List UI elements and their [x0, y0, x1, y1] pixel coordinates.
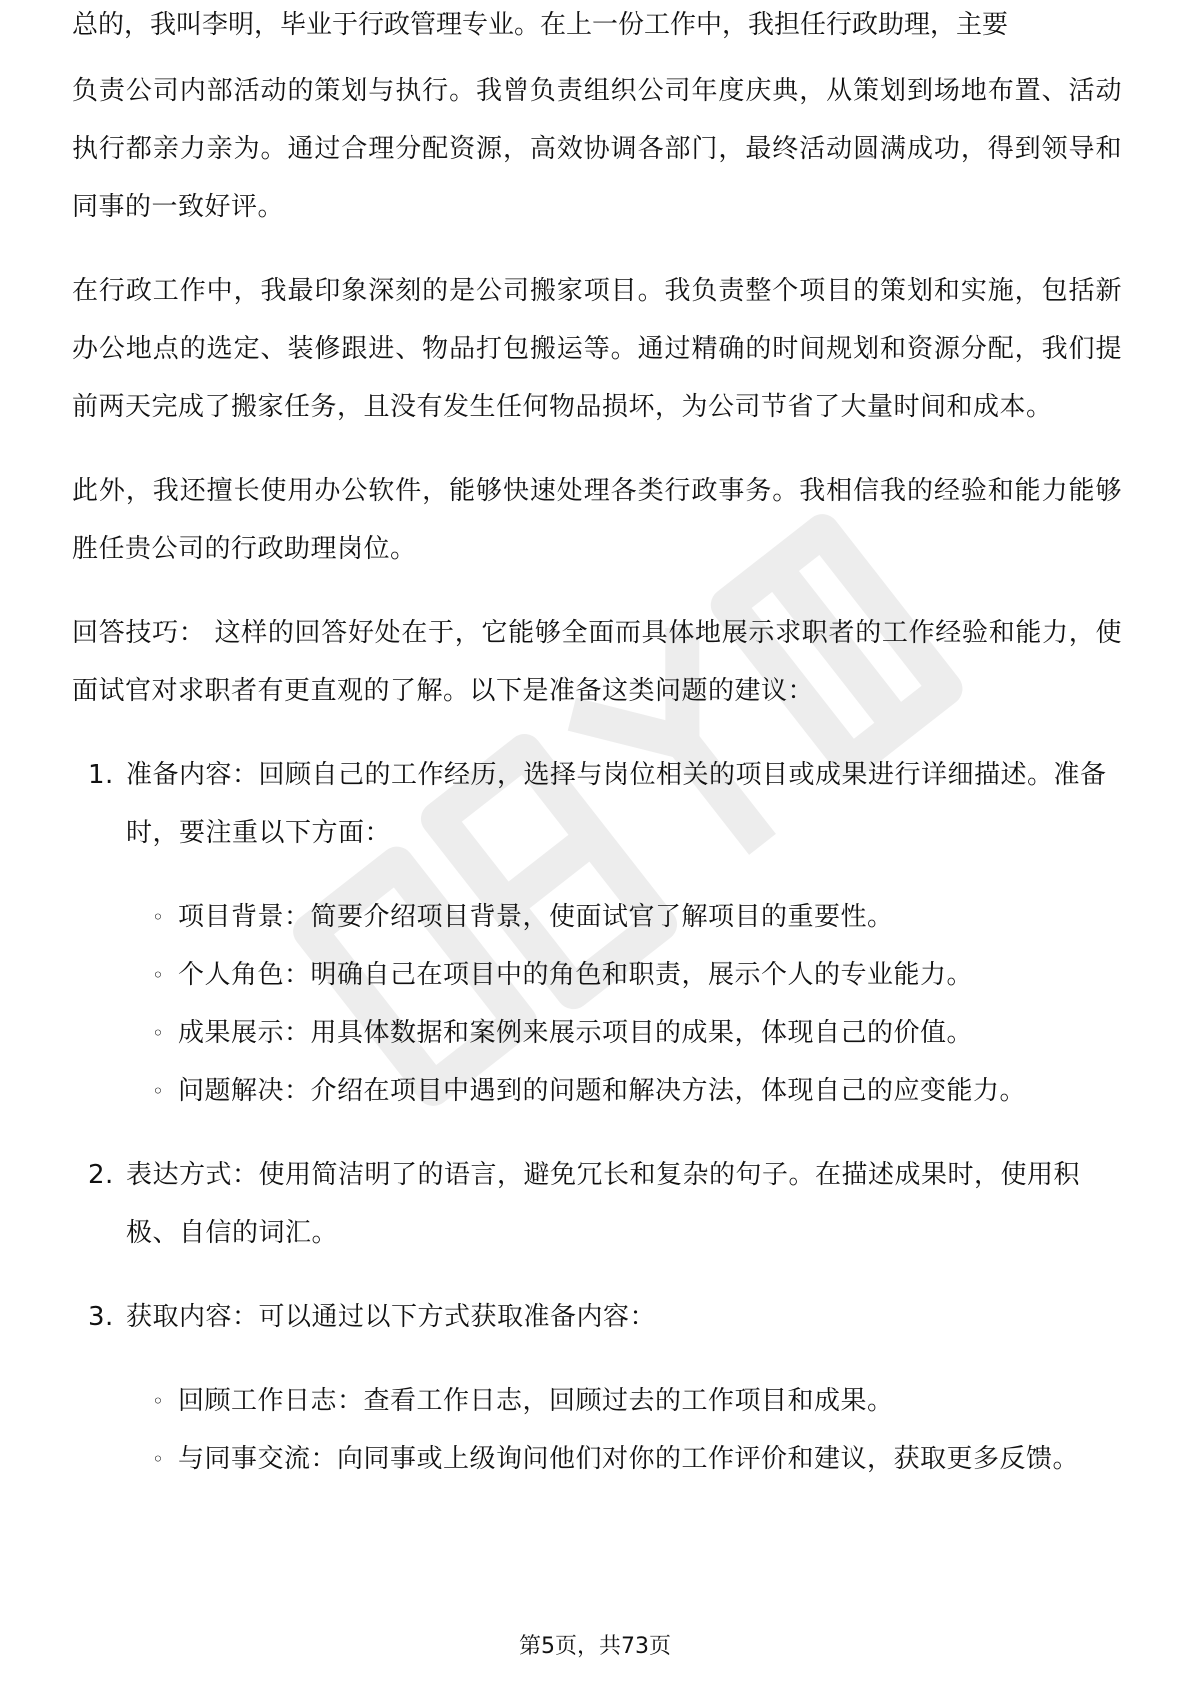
list-item-text: 准备内容：回顾自己的工作经历，选择与岗位相关的项目或成果进行详细描述。准备时，要注重以下方面：	[126, 760, 1107, 848]
paragraph-1: 负责公司内部活动的策划与执行。我曾负责组织公司年度庆典，从策划到场地布置、活动执行都亲力亲为。通过合理分配资源，高效协调各部门，最终活动圆满成功，得到领导和同事的一致好评。	[72, 76, 1122, 222]
list-item-text: 获取内容：可以通过以下方式获取准备内容：	[126, 1302, 657, 1332]
sub-list	[126, 1372, 1122, 1488]
list-item-1	[72, 746, 1122, 1120]
paragraph-answer-tips: 回答技巧： 这样的回答好处在于，它能够全面而具体地展示求职者的工作经验和能力，使面试官对求职者有更直观的了解。以下是准备这类问题的建议：	[72, 618, 1122, 706]
sub-list-item	[126, 946, 1122, 1004]
numbered-list	[72, 746, 1122, 1488]
bullet-icon: ◦	[152, 1389, 165, 1413]
bullet-icon: ◦	[152, 1447, 165, 1471]
list-item-3	[72, 1288, 1122, 1488]
list-number: 2.	[88, 1160, 114, 1190]
sub-list-item	[126, 1062, 1122, 1120]
sub-list-item-text: 问题解决：介绍在项目中遇到的问题和解决方法，体现自己的应变能力。	[178, 1076, 1027, 1106]
sub-list-item-text: 回顾工作日志：查看工作日志，回顾过去的工作项目和成果。	[178, 1386, 894, 1416]
bullet-icon: ◦	[152, 905, 165, 929]
sub-list	[126, 888, 1122, 1120]
bullet-icon: ◦	[152, 1079, 165, 1103]
list-item-text: 表达方式：使用简洁明了的语言，避免冗长和复杂的句子。在描述成果时，使用积极、自信的词汇。	[126, 1160, 1081, 1248]
sub-list-item	[126, 1004, 1122, 1062]
sub-list-item-text: 个人角色：明确自己在项目中的角色和职责，展示个人的专业能力。	[178, 960, 974, 990]
bullet-icon: ◦	[152, 1021, 165, 1045]
sub-list-item	[126, 1430, 1122, 1488]
paragraph-3: 此外，我还擅长使用办公软件，能够快速处理各类行政事务。我相信我的经验和能力能够胜任贵公司的行政助理岗位。	[72, 476, 1122, 564]
sub-list-item-text: 成果展示：用具体数据和案例来展示项目的成果，体现自己的价值。	[178, 1018, 974, 1048]
document-body	[72, 62, 1122, 1514]
list-number: 1.	[88, 760, 114, 790]
list-item-2	[72, 1146, 1122, 1262]
paragraph-2: 在行政工作中，我最印象深刻的是公司搬家项目。我负责整个项目的策划和实施，包括新办公地点的选定、装修跟进、物品打包搬运等。通过精确的时间规划和资源分配，我们提前两天完成了搬家任务，且没有发生任何物品损坏，为公司节省了大量时间和成本。	[72, 276, 1122, 422]
list-number: 3.	[88, 1302, 114, 1332]
page-footer	[0, 1632, 1190, 1662]
bullet-icon: ◦	[152, 963, 165, 987]
sub-list-item-text: 项目背景：简要介绍项目背景，使面试官了解项目的重要性。	[178, 902, 894, 932]
clipped-top-line-text: 总的，我叫李明，毕业于行政管理专业。在上一份工作中，我担任行政助理，主要	[72, 10, 1009, 40]
sub-list-item	[126, 1372, 1122, 1430]
sub-list-item	[126, 888, 1122, 946]
sub-list-item-text: 与同事交流：向同事或上级询问他们对你的工作评价和建议，获取更多反馈。	[178, 1444, 1080, 1474]
clipped-top-line	[72, 10, 1122, 66]
page-number-label: 第5页，共73页	[519, 1634, 671, 1659]
